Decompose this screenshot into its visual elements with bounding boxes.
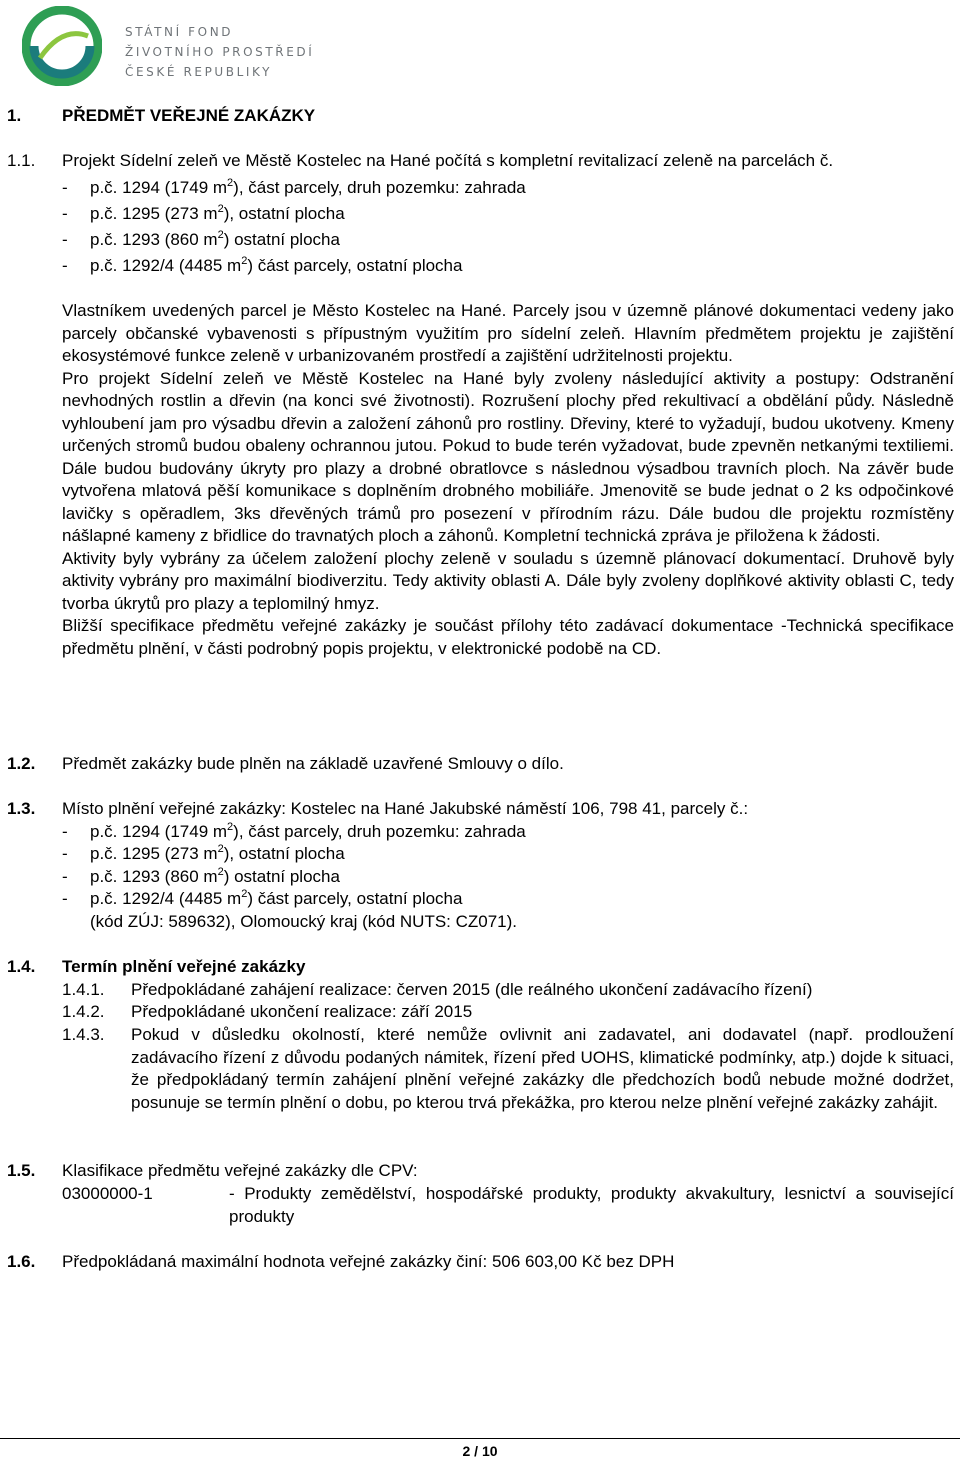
parcel-item: - p.č. 1292/4 (4485 $m^2$) část parcely, ostatní plocha: [62, 888, 463, 908]
territory-code: (kód ZÚJ: 589632), Olomoucký kraj (kód NUTS: CZ071).: [90, 912, 518, 931]
page-number: 2 / 10: [462, 1443, 498, 1459]
cpv-code: 03000000-1: [62, 1184, 153, 1203]
sfzp-emblem-icon: [22, 6, 102, 86]
subsection-number: 1.4.: [7, 957, 36, 976]
sfzp-logo: [22, 6, 322, 88]
org-name: STÁTNÍ FOND ŽIVOTNÍHO PROSTŘEDÍ ČESKÉ REPUBLIKY: [125, 25, 315, 79]
body-text: Vlastníkem uvedených parcel je Město Kostelec na Hané. Parcely jsou v územně plánové dokumentaci vedeny jako parcely občanské vybavenosti s přípustným využitím pro sídelní zeleň. Hlavním předmětem projektu je zajištění ekosystémové funkce zeleně v urbanizovaném prostředí a zajištění udržitelnosti projektu. Pro projekt Sídelní zeleň ve Městě Kostelec na Hané byly zvoleny následující aktivity a postupy: Odstranění nevhodných rostlin a dřevin (na konci své životnosti). Rozrušení plochy před rekultivací a obdělání půdy. Následně vyhloubení jam pro výsadbu dřevin a založení záhonů pro rostliny. Dřeviny, které to vyžadují, budou ukotveny. Kmeny určených stromů budou obaleny ochrannou jutou. Pokud to bude terén vyžadovat, bude zpevněn netkanými textiliemi. Dále budou budovány úkryty pro plazy a drobné obratlovce s následnou výsadbou travních ploch. Na závěr bude vytvořena mlatová pěší komunikace s doplněním drobného mobiliáře. Jmenovitě se bude jednat o 2 ks odpočinkové lavičky s opěradlem, 3ks dřevěných trámů pro posezení v přírodním rázu. Dále budou dle projektu rozmístěny nášlapné kameny z břidlice do travnatých ploch a záhonů. Kompletní technická zpráva je přiložena k žádosti. Aktivity byly vybrány za účelem založení plochy zeleně v souladu s územně plánovací dokumentací. Druhově byly aktivity vybrány pro maximální biodiverzitu. Tedy aktivity oblasti A. Dále byly zvoleny doplňkové aktivity oblasti C, tedy tvorba úkrytů pro plazy a teplomilný hmyz. Bližší specifikace předmětu veřejné zakázky je součást přílohy této zadávací dokumentace -Technická specifikace předmětu plnění, v části podrobný popis projektu, v elektronické podobě na CD.: [62, 301, 954, 658]
item-number: 1.4.1.: [62, 980, 105, 999]
subsection-number: 1.3.: [7, 799, 36, 818]
parcel-item: - p.č. 1293 (860 $m^2$) ostatní plocha: [62, 866, 340, 886]
parcel-item: - p.č. 1293 (860 $m^2$) ostatní plocha: [62, 229, 340, 249]
section-number: 1.: [7, 106, 22, 125]
item-text: Pokud v důsledku okolností, které nemůže ovlivnit ani zadavatel, ani dodavatel (např. prodloužení zadávacího řízení z důvodu podaných námitek, řízení před UOHS, klimatické podmínky, atp.) dojde k situaci, že předpokládaný termín zahájení plnění veřejné zakázky dle předchozích bodů nebude možné dodržet, posunuje se termín plnění o dobu, po kterou trvá překážka, pro kterou nelze plnění veřejné zakázky zahájit.: [131, 1025, 954, 1112]
parcel-item: - p.č. 1294 (1749 $m^2$), část parcely, druh pozemku: zahrada: [62, 177, 526, 197]
parcel-item: - p.č. 1294 (1749 $m^2$), část parcely, druh pozemku: zahrada: [62, 821, 526, 841]
subsection-text: Klasifikace předmětu veřejné zakázky dle CPV:: [62, 1161, 418, 1180]
item-text: Předpokládané zahájení realizace: červen 2015 (dle reálného ukončení zadávacího řízení): [131, 980, 813, 999]
subsection-intro: Projekt Sídelní zeleň ve Městě Kostelec na Hané počítá s kompletní revitalizací zeleně na parcelách č.: [62, 151, 834, 170]
section-title: PŘEDMĚT VEŘEJNÉ ZAKÁZKY: [62, 106, 316, 125]
cpv-description: - Produkty zemědělství, hospodářské produkty, produkty akvakultury, lesnictví a související produkty: [229, 1184, 954, 1226]
parcel-item: - p.č. 1292/4 (4485 $m^2$) část parcely, ostatní plocha: [62, 255, 463, 275]
item-number: 1.4.2.: [62, 1002, 105, 1021]
parcel-item: - p.č. 1295 (273 $m^2$), ostatní plocha: [62, 203, 345, 223]
subsection-text: Předmět zakázky bude plněn na základě uzavřené Smlouvy o dílo.: [62, 754, 564, 773]
subsection-text: Místo plnění veřejné zakázky: Kostelec na Hané Jakubské náměstí 106, 798 41, parcely č.:: [62, 799, 749, 818]
subsection-title: Termín plnění veřejné zakázky: [62, 957, 306, 976]
subsection-number: 1.6.: [7, 1252, 36, 1271]
item-text: Předpokládané ukončení realizace: září 2015: [131, 1002, 473, 1021]
subsection-number: 1.1.: [7, 151, 36, 170]
item-number: 1.4.3.: [62, 1025, 105, 1044]
parcel-item: - p.č. 1295 (273 $m^2$), ostatní plocha: [62, 843, 345, 863]
footer-divider: [0, 1438, 960, 1439]
subsection-number: 1.5.: [7, 1161, 36, 1180]
subsection-text: Předpokládaná maximální hodnota veřejné zakázky činí: 506 603,00 Kč bez DPH: [62, 1252, 675, 1271]
subsection-number: 1.2.: [7, 754, 36, 773]
